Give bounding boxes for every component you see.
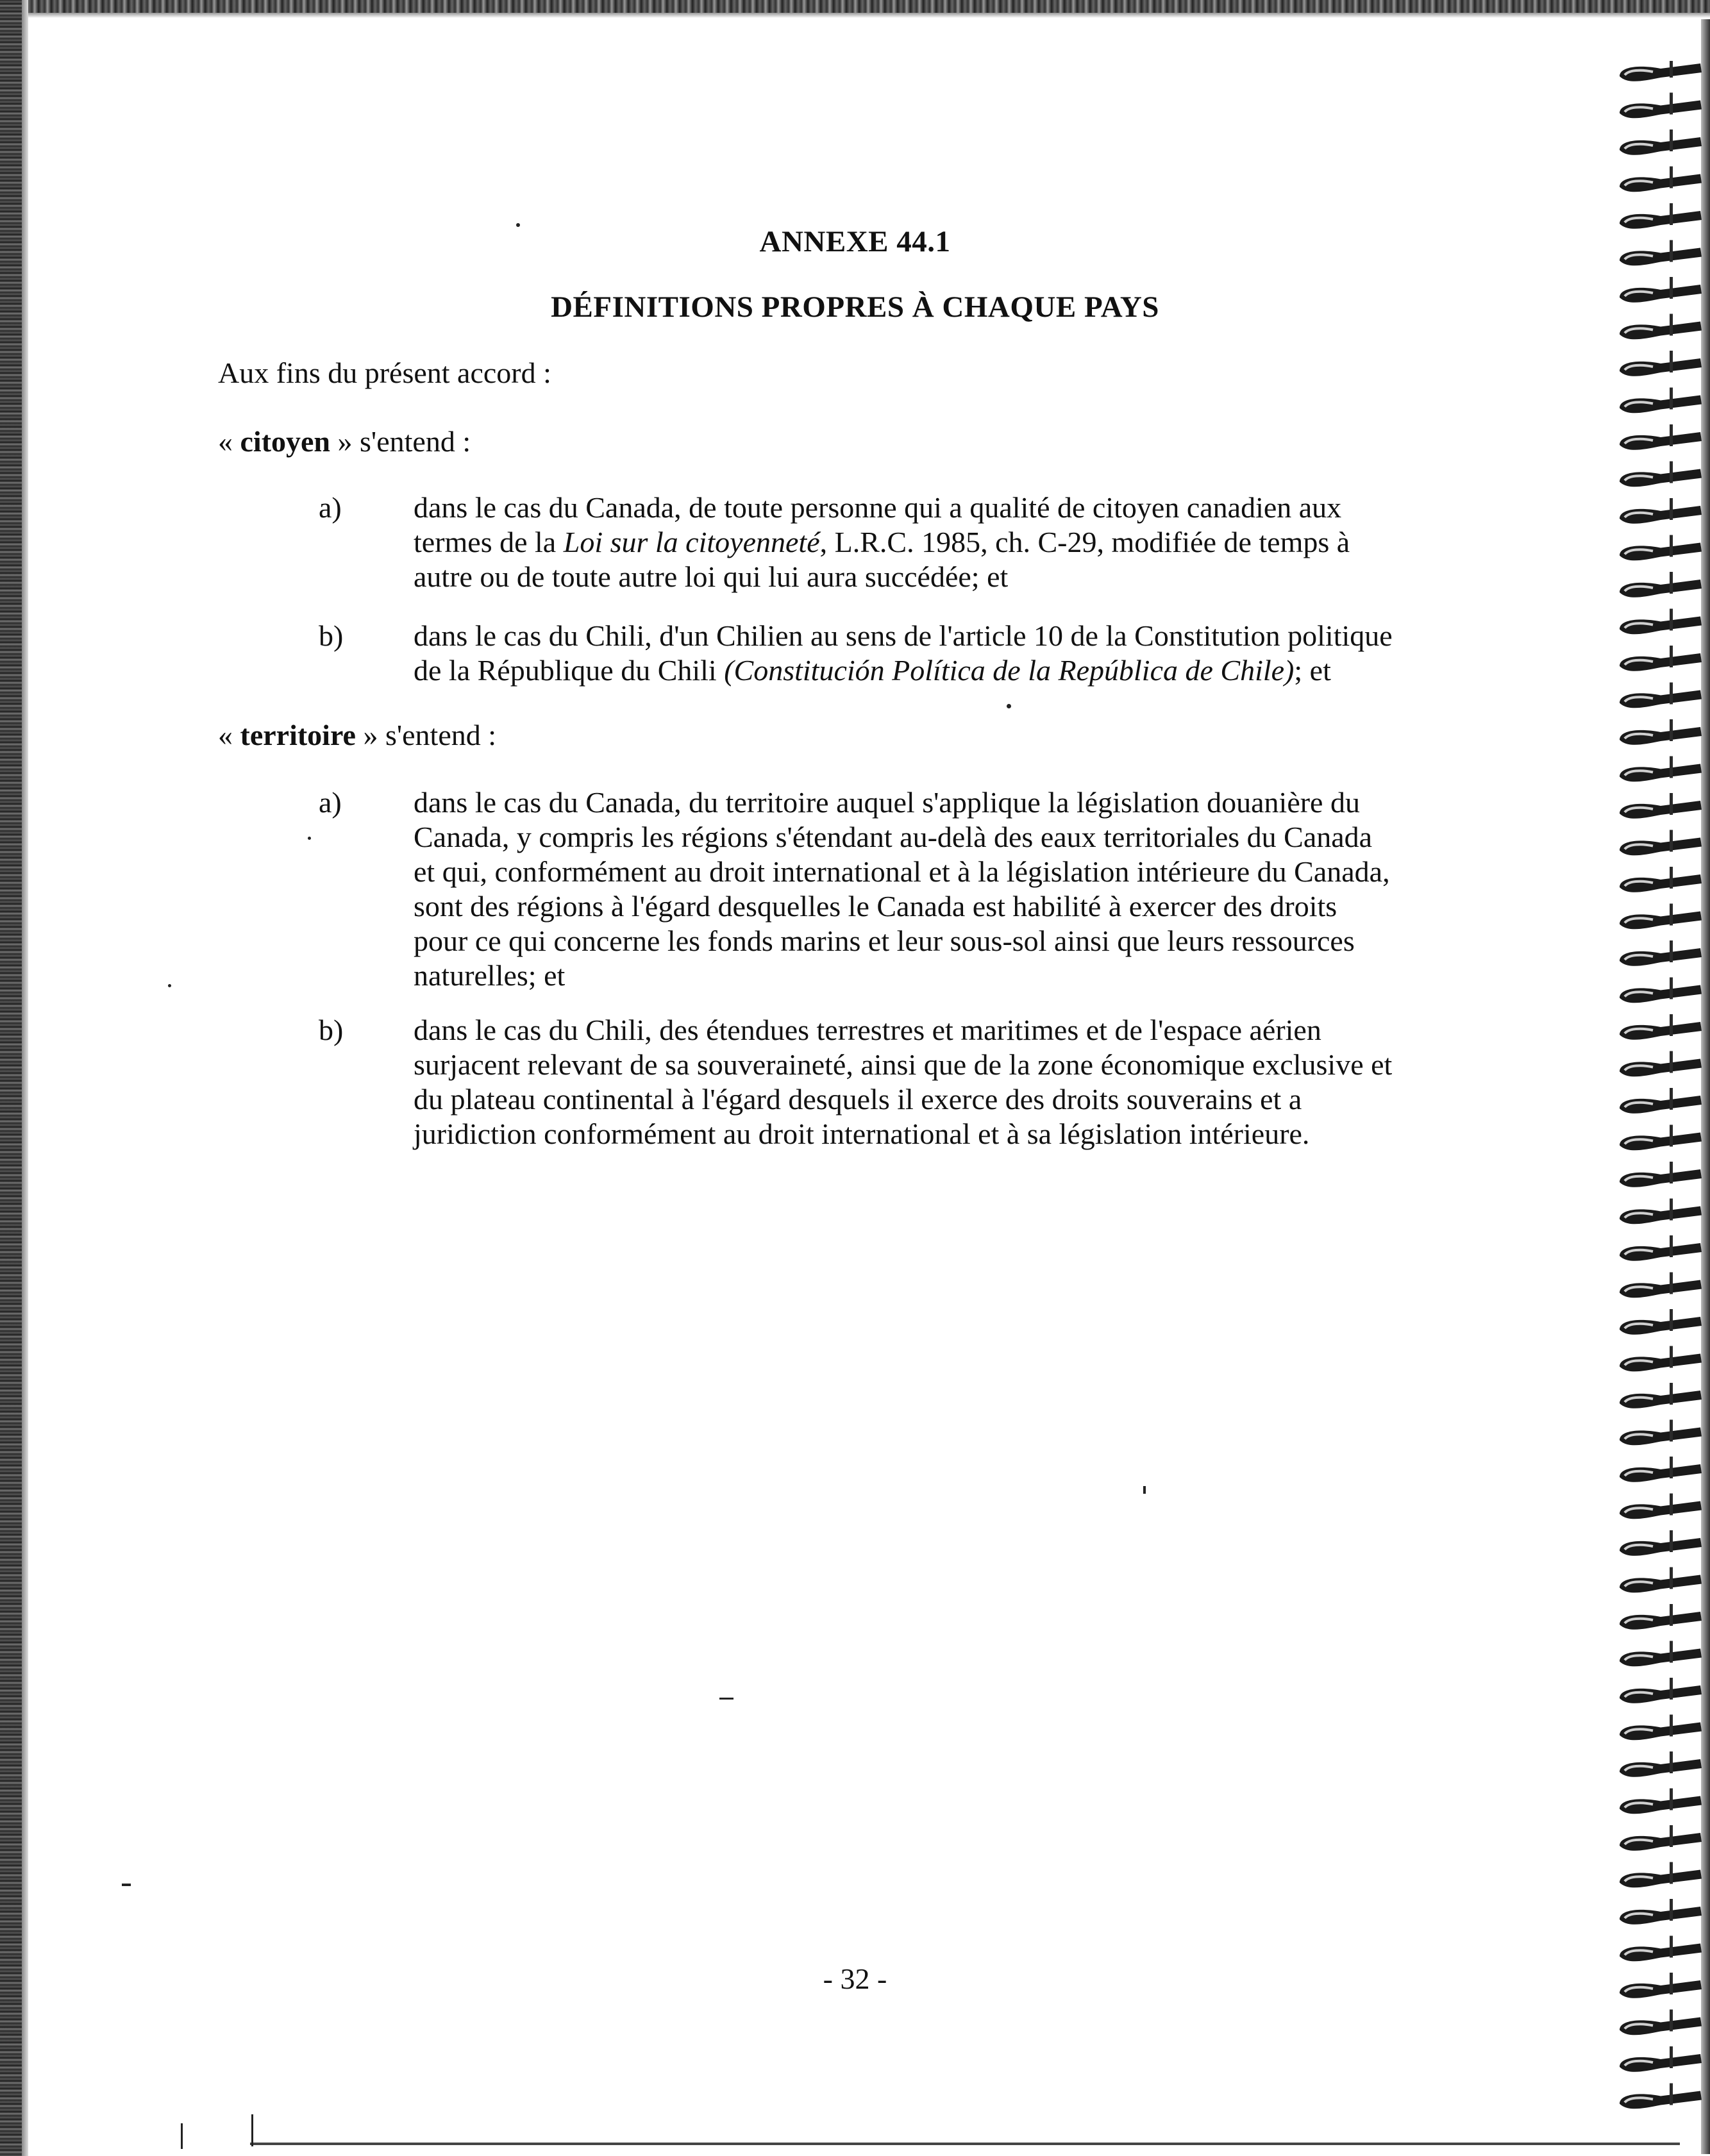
spiral-wire-icon xyxy=(1670,1641,1673,1663)
scan-speck xyxy=(308,837,311,840)
spiral-wire-icon xyxy=(1670,1457,1673,1478)
open-quote: « xyxy=(218,719,240,751)
text-run: ; et xyxy=(1294,654,1331,687)
definition-item xyxy=(414,490,1478,594)
spiral-wire-icon xyxy=(1670,1936,1673,1958)
spiral-wire-icon xyxy=(1670,1494,1673,1516)
item-label: b) xyxy=(319,619,344,652)
spiral-wire-icon xyxy=(1670,683,1673,705)
spiral-wire-icon xyxy=(1670,978,1673,999)
text-line: autre ou de toute autre loi qui lui aura succédée; et xyxy=(414,560,1009,593)
definition-heading-territoire xyxy=(218,718,496,753)
text-line: dans le cas du Chili, des étendues terrestres et maritimes et de l'espace aérien xyxy=(414,1014,1321,1046)
spiral-wire-icon xyxy=(1670,462,1673,483)
text-line: pour ce qui concerne les fonds marins et leur sous-sol ainsi que leurs ressources xyxy=(414,924,1355,957)
spiral-wire-icon xyxy=(1670,2084,1673,2105)
text-line: juridiction conformément au droit international et à sa législation intérieure. xyxy=(414,1117,1310,1150)
close-quote: » xyxy=(330,425,353,458)
text-run: de la République du Chili xyxy=(414,654,725,687)
term-territoire: territoire xyxy=(240,719,356,751)
spiral-wire-icon xyxy=(1670,203,1673,225)
text-line: du plateau continental à l'égard desquels il exerce des droits souverains et a xyxy=(414,1083,1302,1116)
spiral-wire-icon xyxy=(1670,1678,1673,1700)
spiral-wire-icon xyxy=(1670,646,1673,667)
spiral-wire-icon xyxy=(1670,1014,1673,1036)
scan-speck xyxy=(719,1698,733,1700)
scan-speck xyxy=(251,2114,253,2146)
spiral-wire-icon xyxy=(1670,2010,1673,2032)
item-label: b) xyxy=(319,1014,344,1046)
term-citoyen: citoyen xyxy=(240,425,331,458)
open-quote: « xyxy=(218,425,240,458)
spiral-wire-icon xyxy=(1670,867,1673,889)
definition-item xyxy=(414,619,1478,688)
spiral-wire-icon xyxy=(1670,1162,1673,1183)
spiral-wire-icon xyxy=(1670,167,1673,188)
spiral-binding-icon xyxy=(1616,61,1706,2144)
text-run: , L.R.C. 1985, ch. C-29, modifiée de temps à xyxy=(819,526,1350,558)
spiral-wire-icon xyxy=(1670,793,1673,815)
page-number: - 32 - xyxy=(823,1962,887,1995)
spiral-wire-icon xyxy=(1670,1235,1673,1257)
item-label: a) xyxy=(319,786,342,819)
spiral-wire-icon xyxy=(1670,1199,1673,1221)
spiral-wire-icon xyxy=(1670,1088,1673,1110)
spiral-wire-icon xyxy=(1670,2046,1673,2068)
spiral-wire-icon xyxy=(1670,830,1673,852)
spiral-wire-icon xyxy=(1670,1273,1673,1294)
spiral-wire-icon xyxy=(1670,424,1673,446)
spiral-wire-icon xyxy=(1670,498,1673,520)
scan-speck xyxy=(122,1884,131,1886)
spiral-wire-icon xyxy=(1670,904,1673,926)
spiral-wire-icon xyxy=(1670,1604,1673,1626)
close-quote: » xyxy=(355,719,378,751)
text-line: Canada, y compris les régions s'étendant au-delà des eaux territoriales du Canada xyxy=(414,821,1373,853)
text-line: et qui, conformément au droit international et à la législation intérieure du Canada, xyxy=(414,855,1390,888)
scan-bottom-edge xyxy=(250,2143,1680,2145)
text-line: sont des régions à l'égard desquelles le Canada est habilité à exercer des droits xyxy=(414,890,1337,923)
spiral-wire-icon xyxy=(1670,756,1673,778)
spiral-wire-icon xyxy=(1670,351,1673,372)
text-line xyxy=(414,525,1478,560)
spiral-wire-icon xyxy=(1670,1899,1673,1921)
text-line xyxy=(414,653,1478,688)
text-line: naturelles; et xyxy=(414,959,566,992)
scan-speck xyxy=(1143,1486,1146,1494)
scan-top-edge xyxy=(0,0,1710,13)
constitution-title: (Constitución Política de la República de Chile) xyxy=(724,654,1295,687)
spiral-wire-icon xyxy=(1670,1789,1673,1810)
spiral-wire-icon xyxy=(1670,61,1673,78)
annex-subtitle: DÉFINITIONS PROPRES À CHAQUE PAYS xyxy=(551,290,1159,324)
term-suffix: s'entend : xyxy=(378,719,497,751)
spiral-wire-icon xyxy=(1670,1715,1673,1737)
spiral-wire-icon xyxy=(1670,1862,1673,1884)
text-line: surjacent relevant de sa souveraineté, ainsi que de la zone économique exclusive et xyxy=(414,1048,1393,1081)
spiral-wire-icon xyxy=(1670,1383,1673,1405)
scan-speck xyxy=(168,984,171,987)
intro-text: Aux fins du présent accord : xyxy=(218,356,551,389)
item-label: a) xyxy=(319,491,342,524)
spiral-wire-icon xyxy=(1670,572,1673,594)
spiral-wire-icon xyxy=(1670,1309,1673,1331)
spiral-wire-icon xyxy=(1670,388,1673,410)
spiral-wire-icon xyxy=(1670,130,1673,151)
scan-top-shadow xyxy=(0,13,1710,18)
definition-heading-citoyen xyxy=(218,424,471,459)
annex-title: ANNEXE 44.1 xyxy=(759,225,951,258)
spiral-wire-icon xyxy=(1670,535,1673,557)
spiral-wire-icon xyxy=(1670,719,1673,741)
scan-speck xyxy=(1007,704,1011,708)
text-line: dans le cas du Canada, du territoire auquel s'applique la législation douanière du xyxy=(414,786,1360,819)
spiral-wire-icon xyxy=(1670,1125,1673,1147)
scan-speck xyxy=(516,223,520,227)
spiral-wire-icon xyxy=(1670,93,1673,115)
spiral-wire-icon xyxy=(1670,609,1673,631)
spiral-wire-icon xyxy=(1670,940,1673,962)
spiral-wire-icon xyxy=(1670,1346,1673,1368)
spiral-wire-icon xyxy=(1670,1567,1673,1589)
spiral-wire-icon xyxy=(1670,1051,1673,1073)
definition-item xyxy=(414,1013,1478,1151)
spiral-wire-icon xyxy=(1670,1751,1673,1773)
spiral-wire-icon xyxy=(1670,1825,1673,1847)
text-line: dans le cas du Chili, d'un Chilien au sens de l'article 10 de la Constitution politique xyxy=(414,619,1393,652)
law-title: Loi sur la citoyenneté xyxy=(563,526,820,558)
text-run: termes de la xyxy=(414,526,564,558)
spiral-wire-icon xyxy=(1670,1420,1673,1442)
scan-speck xyxy=(181,2123,183,2149)
spiral-wire-icon xyxy=(1670,1530,1673,1552)
text-line: dans le cas du Canada, de toute personne qui a qualité de citoyen canadien aux xyxy=(414,491,1342,524)
term-suffix: s'entend : xyxy=(352,425,471,458)
definition-item xyxy=(414,785,1478,993)
